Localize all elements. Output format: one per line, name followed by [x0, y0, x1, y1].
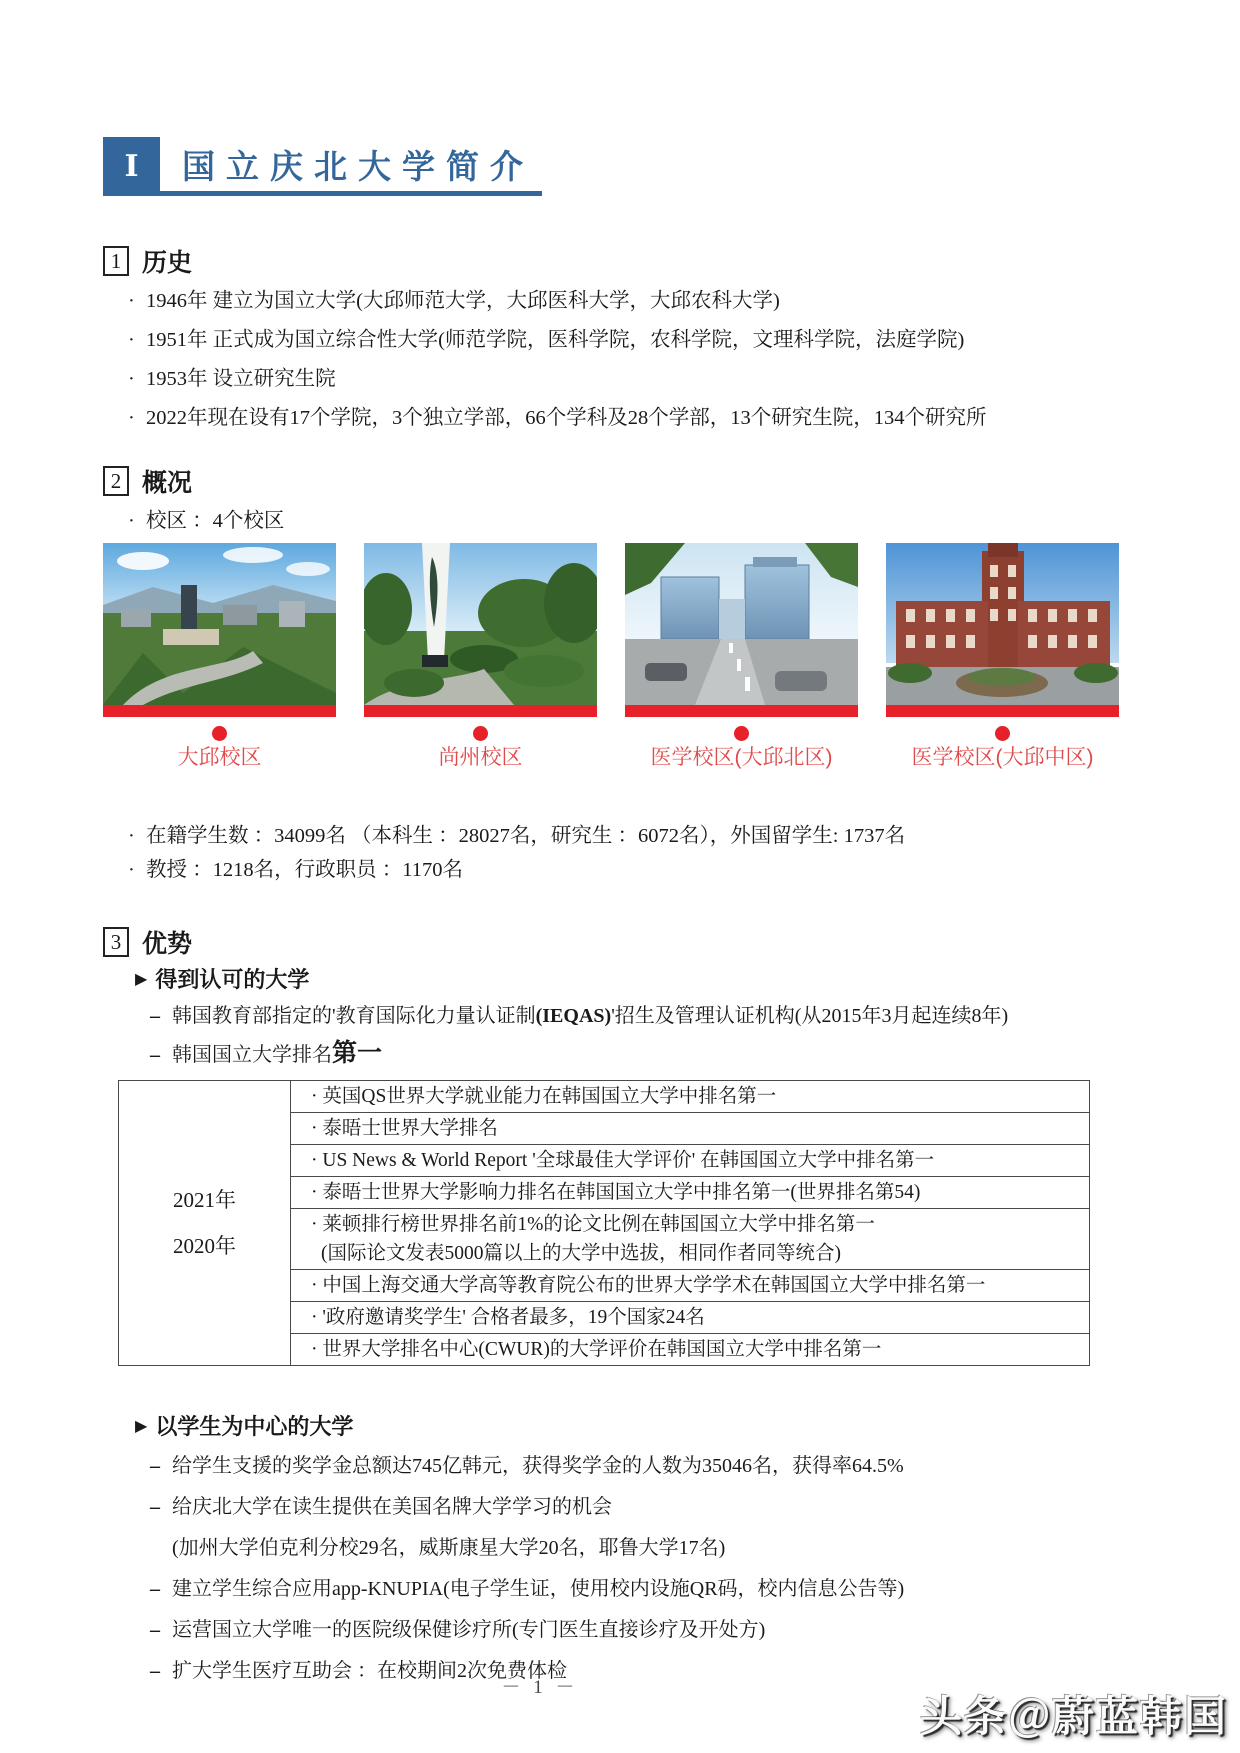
history-item-text: 1953年 设立研究生院 [146, 368, 336, 390]
history-item [103, 360, 1140, 399]
campus-photo-monument [364, 543, 597, 705]
bullet-dot: · [128, 825, 135, 847]
recognized-list [103, 997, 1140, 1074]
recognized-item-ieqas [103, 997, 1140, 1035]
page-number: － 1 － [501, 1677, 579, 1698]
dash-bullet: – [150, 1496, 160, 1518]
campus-photo-aerial [103, 543, 336, 705]
campus-red-bar [886, 705, 1119, 717]
ranking-table [118, 1080, 1090, 1366]
bullet-dot: · [128, 290, 135, 312]
stat-students-text: 在籍学生数 ：34099名 （本科生 ：28027名，研究生 ：6072名），外国留学生: 1737名 [146, 825, 906, 847]
student-item-us-universities [103, 1487, 1140, 1569]
stat-staff [103, 853, 1140, 887]
campus-label: 医学校区(大邱中区) [911, 746, 1094, 769]
ranking-text: · '政府邀请奖学生' 合格者最多，19个国家24名 [311, 1307, 705, 1328]
page-header [103, 137, 1140, 196]
student-item-text: 给学生支援的奖学金总额达745亿韩元，获得奖学金的人数为35046名，获得率64.5% [172, 1455, 904, 1477]
ranking-cell [291, 1334, 1090, 1366]
campus-red-dot [995, 726, 1010, 741]
stat-students [103, 819, 1140, 853]
ranking-text-continued: (国际论文发表5000篇以上的大学中选拔，相同作者同等统合) [321, 1243, 841, 1264]
recognized-heading-text: 得到认可的大学 [155, 967, 310, 992]
ranking-text: · 世界大学排名中心(CWUR)的大学评价在韩国国立大学中排名第一 [311, 1339, 882, 1360]
dash-bullet: – [150, 1578, 160, 1600]
section-overview-title: 概况 [142, 470, 193, 497]
stat-staff-text: 教授 ：1218名，行政职员 ：1170名 [146, 859, 463, 881]
ranking-cell [291, 1113, 1090, 1145]
student-item-text-continued: (加州大学伯克利分校29名，威斯康星大学20名，耶鲁大学17名) [172, 1537, 726, 1559]
chapter-numeral: Ⅰ [124, 150, 139, 183]
campus-card-daegu [103, 543, 336, 772]
student-item-knupia [103, 1569, 1140, 1610]
overview-list [103, 502, 1140, 541]
ranking-cell [291, 1145, 1090, 1177]
bullet-dot: · [128, 368, 135, 390]
campus-red-dot [734, 726, 749, 741]
section-history-heading [103, 244, 1140, 278]
campus-count-line [103, 502, 1140, 541]
ieqas-prefix: 韩国教育部指定的'教育国际化力量认证制 [172, 1005, 536, 1027]
campus-label: 医学校区(大邱北区) [650, 746, 833, 769]
campus-red-bar [625, 705, 858, 717]
campus-red-dot [212, 726, 227, 741]
dash-bullet: – [150, 1005, 160, 1027]
enrollment-stats-list [103, 819, 1140, 887]
ranking-cell [291, 1302, 1090, 1334]
student-item-text: 扩大学生医疗互助会 ：在校期间2次免费体检 [172, 1660, 567, 1682]
ranking-cell [291, 1081, 1090, 1113]
year-2020: 2020年 [173, 1234, 236, 1258]
ranking-cell [291, 1270, 1090, 1302]
section-number-box: 3 [103, 927, 129, 957]
page-title: 国立庆北大学简介 [182, 149, 534, 186]
dash-bullet: – [150, 1660, 160, 1682]
campus-count-text: 校区 ：4个校区 [146, 510, 285, 532]
campus-red-bar [103, 705, 336, 717]
student-item-scholarship [103, 1446, 1140, 1487]
section-number-box: 1 [103, 246, 129, 276]
section-overview-heading [103, 464, 1140, 498]
section-advantages-title: 优势 [142, 931, 193, 958]
triangle-bullet-icon: ▶ [135, 971, 148, 988]
section-number-box: 2 [103, 466, 129, 496]
campus-photo-modern-buildings [625, 543, 858, 705]
campus-red-dot [473, 726, 488, 741]
history-item-text: 1946年 建立为国立大学(大邱师范大学，大邱医科大学，大邱农科大学) [146, 290, 780, 312]
student-centered-list [103, 1446, 1140, 1692]
ranking-text: · US News & World Report '全球最佳大学评价' 在韩国国立大学中排名第一 [311, 1150, 935, 1171]
table-row [119, 1081, 1090, 1113]
recognized-item-ranking [103, 1035, 1140, 1074]
history-item [103, 321, 1140, 360]
ranking-text: · 中国上海交通大学高等教育院公布的世界大学学术在韩国国立大学中排名第一 [311, 1275, 986, 1296]
campus-label: 尚州校区 [438, 746, 523, 769]
toutiao-watermark: 头条＠蔚蓝韩国 [919, 1693, 1228, 1740]
campus-photo-brick-building [886, 543, 1119, 705]
bullet-dot: · [128, 510, 135, 532]
section-history-title: 历史 [142, 250, 193, 277]
dash-bullet: – [150, 1455, 160, 1477]
campus-card-sangju [364, 543, 597, 772]
bullet-dot: · [128, 329, 135, 351]
ieqas-suffix: '招生及管理认证机构(从2015年3月起连续8年) [611, 1005, 1009, 1027]
bullet-dot: · [128, 859, 135, 881]
ranking-cell [291, 1177, 1090, 1209]
ranking-text: · 英国QS世界大学就业能力在韩国国立大学中排名第一 [311, 1086, 777, 1107]
campus-card-medical-central [886, 543, 1119, 772]
ranking-first-bold: 第一 [332, 1040, 383, 1067]
dash-bullet: – [150, 1619, 160, 1641]
student-centered-heading [103, 1412, 1140, 1442]
student-item-text: 运营国立大学唯一的医院级保健诊疗所(专门医生直接诊疗及开处方) [172, 1619, 766, 1641]
year-2021: 2021年 [173, 1188, 236, 1212]
campus-red-bar [364, 705, 597, 717]
campus-gallery [103, 543, 1140, 772]
history-item-text: 2022年现在设有17个学院，3个独立学部，66个学科及28个学部，13个研究生院，134个研究所 [146, 407, 987, 429]
campus-label: 大邱校区 [177, 746, 262, 769]
ranking-prefix: 韩国国立大学排名 [172, 1044, 332, 1066]
recognized-university-heading [103, 965, 1140, 995]
student-item-text: 给庆北大学在读生提供在美国名牌大学学习的机会 [172, 1496, 612, 1518]
history-item-text: 1951年 正式成为国立综合性大学(师范学院，医科学院，农科学院，文理科学院，法庭学院) [146, 329, 965, 351]
section-advantages-heading [103, 925, 1140, 959]
history-list [103, 282, 1140, 438]
header-underline [160, 137, 542, 196]
student-item-clinic [103, 1610, 1140, 1651]
campus-card-medical-north [625, 543, 858, 772]
triangle-bullet-icon: ▶ [135, 1418, 148, 1435]
ranking-cell [291, 1209, 1090, 1270]
history-item [103, 399, 1140, 438]
student-item-text: 建立学生综合应用app-KNUPIA(电子学生证，使用校内设施QR码，校内信息公告等) [172, 1578, 905, 1600]
ranking-text: · 泰晤士世界大学影响力排名在韩国国立大学中排名第一(世界排名第54) [311, 1182, 921, 1203]
year-cell [119, 1081, 291, 1366]
chapter-numeral-box [103, 137, 160, 196]
ranking-text: · 莱顿排行榜世界排名前1%的论文比例在韩国国立大学中排名第一 [311, 1214, 875, 1235]
history-item [103, 282, 1140, 321]
ieqas-bold: (IEQAS) [535, 1005, 612, 1027]
dash-bullet: – [150, 1044, 160, 1066]
student-centered-heading-text: 以学生为中心的大学 [155, 1414, 354, 1439]
ranking-text: · 泰晤士世界大学排名 [311, 1118, 498, 1139]
bullet-dot: · [128, 407, 135, 429]
